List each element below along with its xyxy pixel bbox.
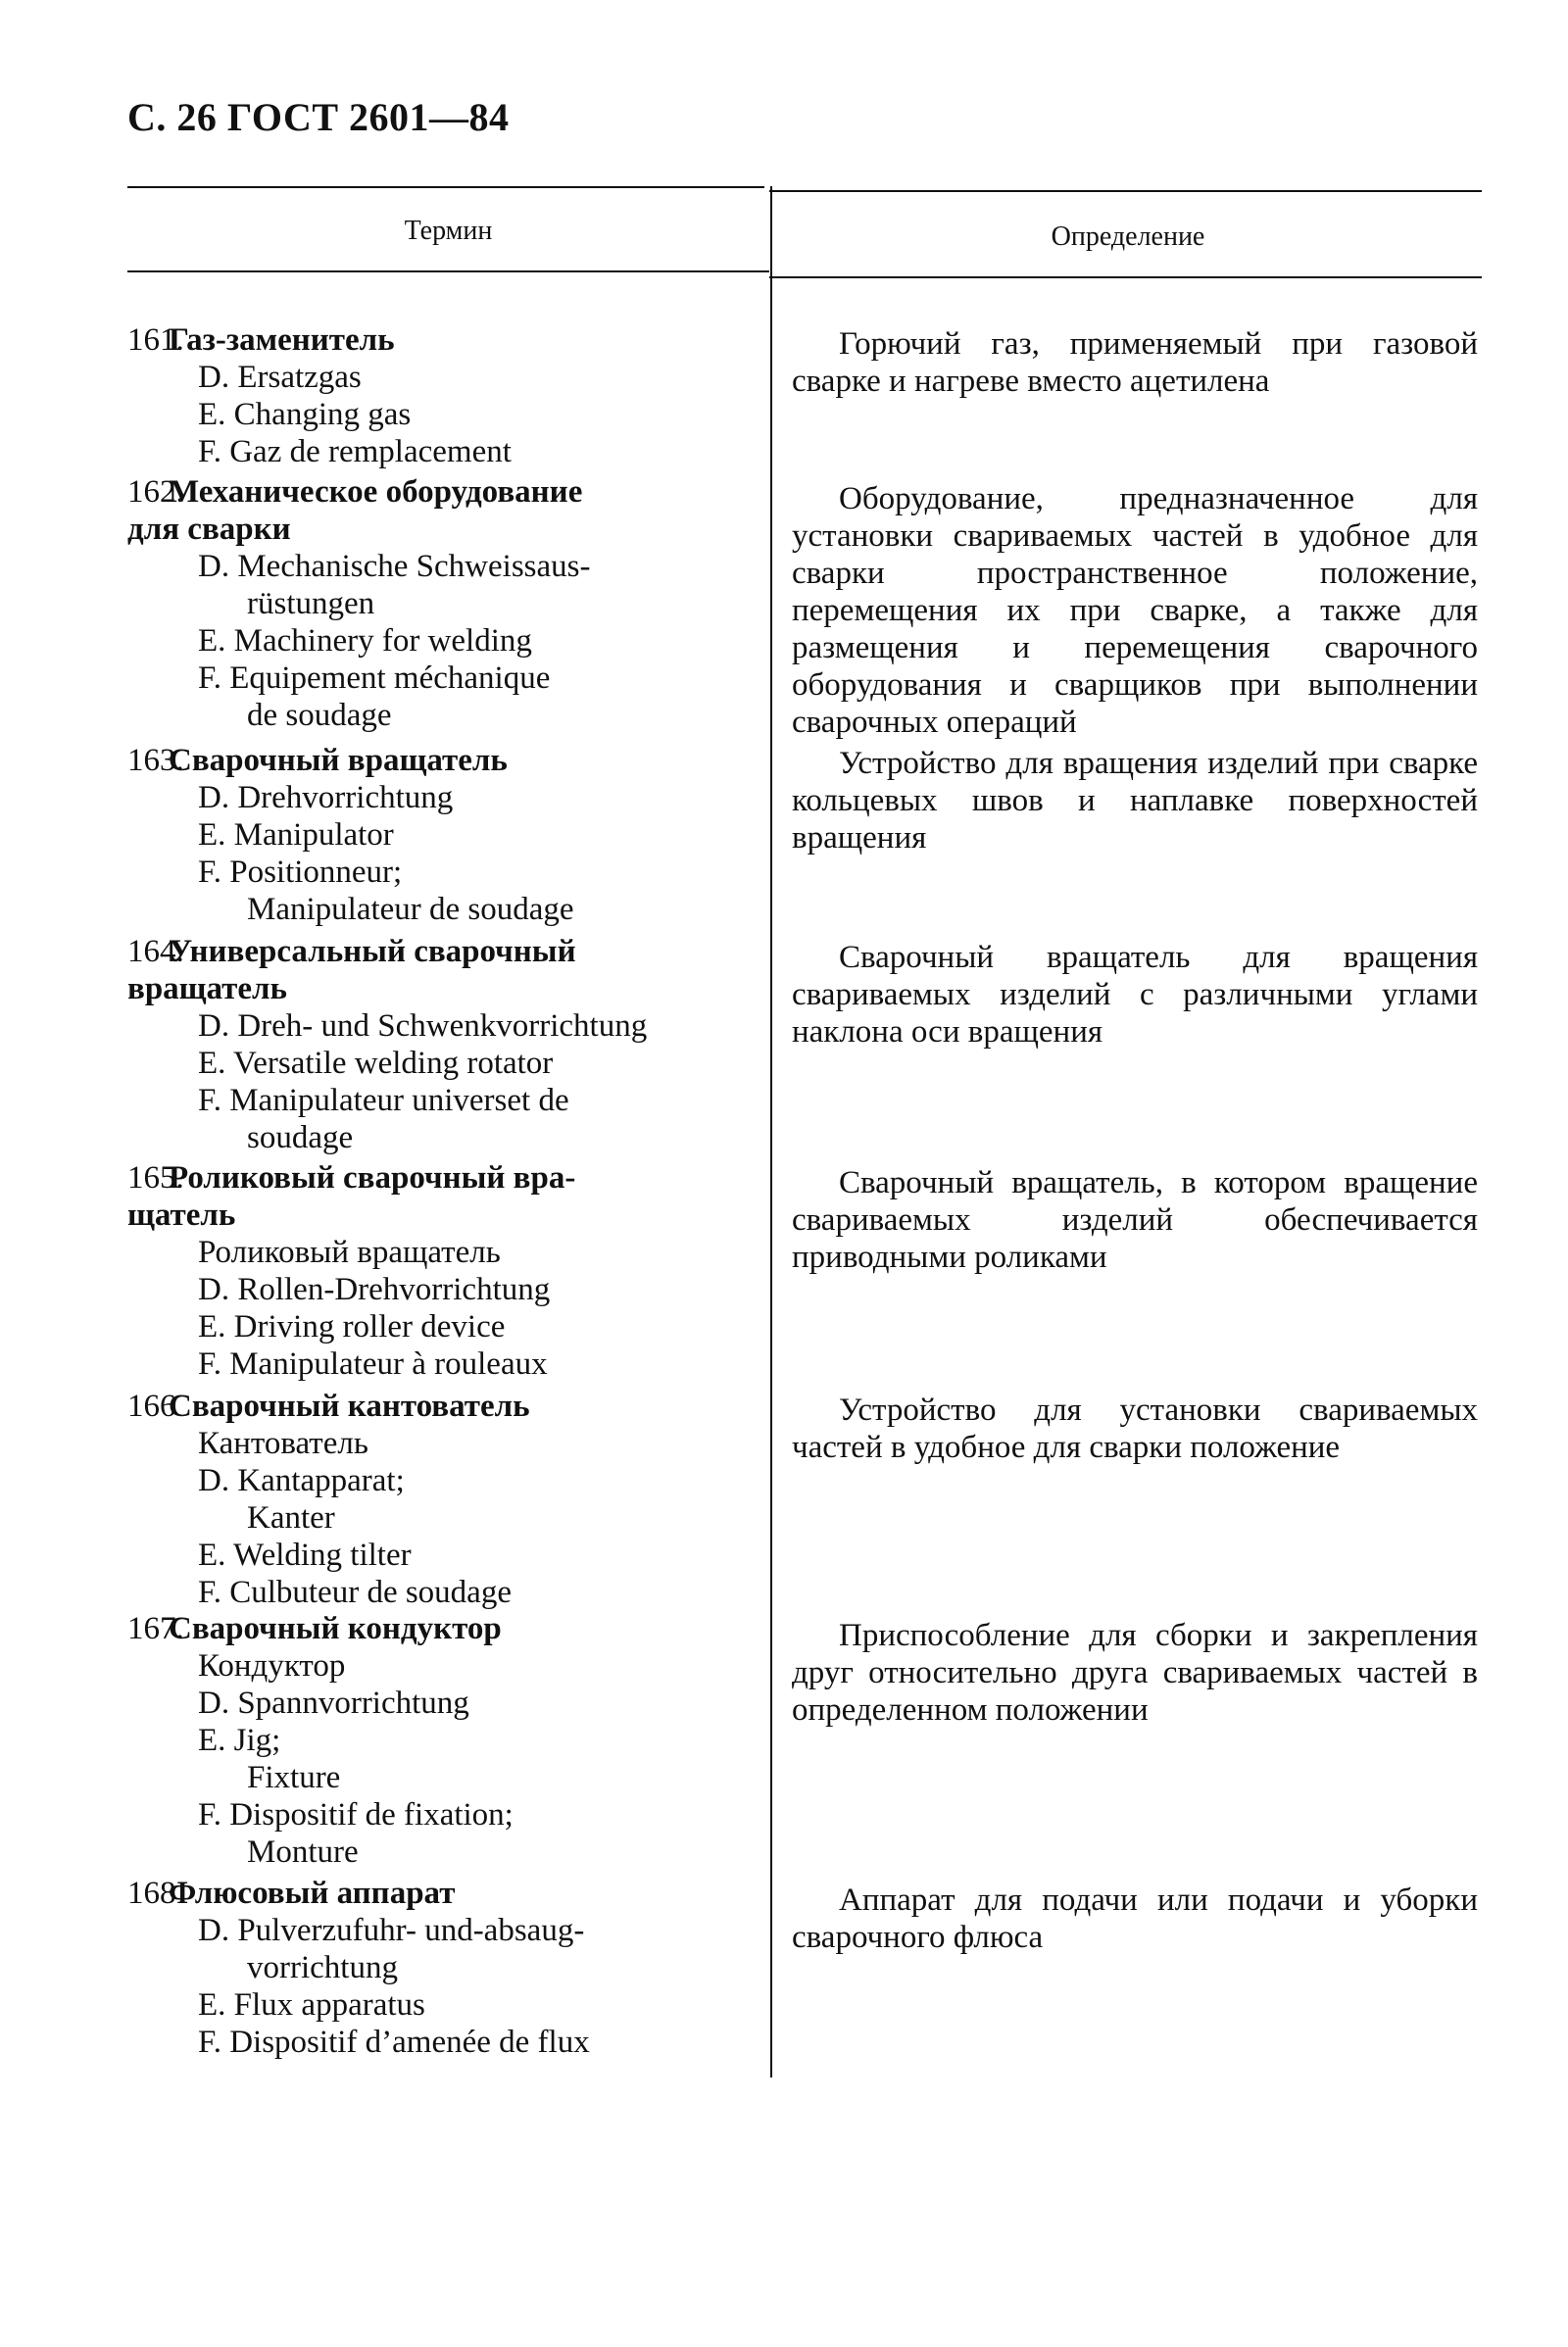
table-header — [127, 186, 1482, 274]
term-translation: Monture — [247, 1834, 359, 1870]
definition-text: Приспособление для сборки и закрепления друг относительно друга свариваемых частей в определенном положении — [792, 1618, 1478, 1728]
term-translation: F. Equipement méchanique — [198, 660, 551, 696]
term-translation: E. Jig; — [198, 1723, 281, 1758]
definition-text: Устройство для установки свариваемых частей в удобное для сварки положение — [792, 1393, 1478, 1465]
term-title-cont: щатель — [127, 1198, 236, 1233]
term-translation: E. Driving roller device — [198, 1309, 506, 1345]
term-title: Сварочный кондуктор — [169, 1611, 502, 1646]
term-translation: F. Gaz de remplacement — [198, 434, 512, 469]
rule — [127, 270, 769, 272]
term-translation: F. Dispositif d’amenée de flux — [198, 2025, 590, 2060]
term-definition — [792, 1617, 1478, 1729]
term-translation: D. Kantapparat; — [198, 1463, 405, 1498]
term-title-cont: для сварки — [127, 512, 291, 547]
definition-text: Устройство для вращения изделий при сварке кольцевых швов и наплавке поверхностей вращения — [792, 746, 1478, 856]
page-title: С. 26 ГОСТ 2601—84 — [127, 95, 510, 139]
term-definition — [792, 1882, 1478, 1956]
term-title: Универсальный сварочный — [169, 934, 576, 969]
term-translation: vorrichtung — [247, 1950, 398, 1985]
term-translation: D. Dreh- und Schwenkvorrichtung — [198, 1008, 648, 1044]
definition-text: Сварочный вращатель, в котором вращение свариваемых изделий обеспечивается приводными роликами — [792, 1165, 1478, 1275]
term-translation: E. Welding tilter — [198, 1538, 412, 1573]
column-header-term: Термин — [404, 216, 493, 246]
term-translation: D. Rollen-Drehvorrichtung — [198, 1272, 551, 1307]
term-title: Флюсовый аппарат — [169, 1876, 456, 1911]
term-entry — [127, 1159, 755, 1383]
term-title: Роликовый сварочный вра- — [169, 1160, 576, 1196]
term-translation: Kanter — [247, 1500, 335, 1536]
term-translation: D. Ersatzgas — [198, 360, 362, 395]
term-number: 161. — [127, 322, 184, 358]
term-alias: Роликовый вращатель — [198, 1235, 501, 1270]
term-entry — [127, 1875, 755, 2061]
column-divider — [770, 186, 772, 2078]
term-entry — [127, 742, 755, 928]
term-translation: Manipulateur de soudage — [247, 892, 574, 927]
rule — [127, 186, 764, 188]
term-number: 164. — [127, 934, 184, 969]
definition-text: Оборудование, предназначенное для установки свариваемых частей в удобное для сварки пространственное положение, перемещения их при сварке, а также для размещения и перемещения сварочного оборудования и сварщиков при выполнении сварочных операций — [792, 481, 1478, 740]
term-title-cont: вращатель — [127, 971, 288, 1006]
term-number: 163. — [127, 743, 184, 778]
term-number: 162. — [127, 474, 184, 510]
term-translation: D. Pulverzufuhr- und-absaug- — [198, 1913, 585, 1948]
term-translation: E. Versatile welding rotator — [198, 1046, 554, 1081]
term-definition — [792, 325, 1478, 400]
term-definition — [792, 1164, 1478, 1276]
term-entry — [127, 473, 755, 734]
definition-text: Сварочный вращатель для вращения свариваемых изделий с различными углами наклона оси вращения — [792, 940, 1478, 1050]
term-translation: D. Mechanische Schweissaus- — [198, 549, 591, 584]
term-translation: E. Changing gas — [198, 397, 412, 432]
term-alias: Кантователь — [198, 1426, 368, 1461]
term-number: 166 — [127, 1389, 176, 1424]
term-entry — [127, 933, 755, 1156]
term-translation: rüstungen — [247, 586, 375, 621]
term-translation: E. Manipulator — [198, 817, 394, 853]
rule — [769, 276, 1482, 278]
term-definition — [792, 1392, 1478, 1466]
term-translation: F. Dispositif de fixation; — [198, 1797, 514, 1833]
term-title: Механическое оборудование — [169, 474, 583, 510]
term-number: 165. — [127, 1160, 184, 1196]
term-definition — [792, 939, 1478, 1051]
term-translation: F. Positionneur; — [198, 855, 403, 890]
term-number: 167. — [127, 1611, 184, 1646]
rule — [769, 190, 1482, 192]
term-entry — [127, 321, 755, 470]
term-translation: E. Machinery for welding — [198, 623, 532, 659]
term-translation: D. Spannvorrichtung — [198, 1686, 469, 1721]
term-title: Газ-заменитель — [169, 322, 395, 358]
definition-text: Горючий газ, применяемый при газовой сварке и нагреве вместо ацетилена — [792, 326, 1478, 399]
term-title: Сварочный кантователь — [169, 1389, 530, 1424]
term-translation: soudage — [247, 1120, 354, 1155]
term-entry — [127, 1388, 755, 1611]
definition-text: Аппарат для подачи или подачи и уборки сварочного флюса — [792, 1882, 1478, 1955]
term-definition — [792, 745, 1478, 856]
term-translation: de soudage — [247, 698, 392, 733]
term-entry — [127, 1610, 755, 1871]
term-translation: F. Manipulateur universet de — [198, 1083, 569, 1118]
term-alias: Кондуктор — [198, 1648, 346, 1684]
term-translation: F. Manipulateur à rouleaux — [198, 1346, 548, 1382]
term-translation: D. Drehvorrichtung — [198, 780, 454, 815]
column-header-definition: Определение — [1051, 221, 1205, 252]
term-translation: E. Flux apparatus — [198, 1987, 425, 2023]
term-number: 168 — [127, 1876, 176, 1911]
term-title: Сварочный вращатель — [169, 743, 508, 778]
term-translation: F. Culbuteur de soudage — [198, 1575, 512, 1610]
term-definition — [792, 480, 1478, 741]
term-translation: Fixture — [247, 1760, 341, 1795]
